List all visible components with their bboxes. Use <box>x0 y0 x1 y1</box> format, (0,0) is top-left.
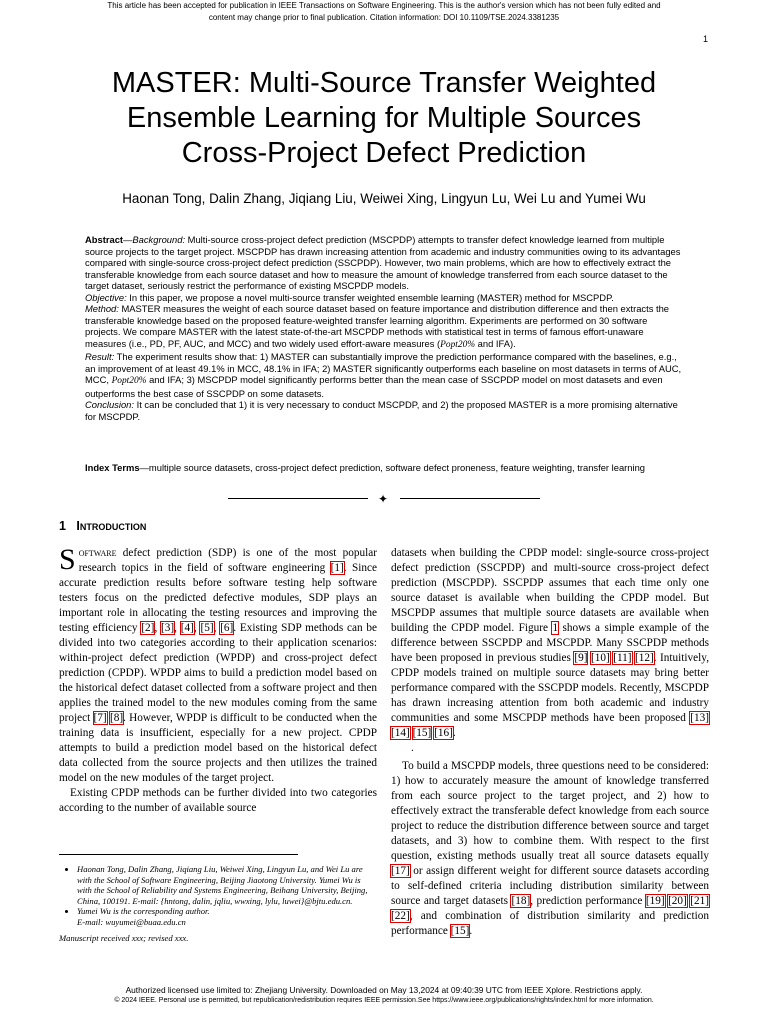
right-column <box>391 546 709 966</box>
drop-cap: S <box>59 543 76 576</box>
section-heading <box>59 519 146 533</box>
figure-link[interactable]: 1 <box>552 622 559 634</box>
citation-link[interactable]: [14] <box>391 727 410 739</box>
title-line-3: Cross-Project Defect Prediction <box>181 137 587 169</box>
citation-link[interactable]: [7] <box>93 712 107 724</box>
intro-paragraph-2: Existing CPDP methods can be further divided into two categories according to the number of available source <box>59 787 377 814</box>
abstract-method: Method: MASTER measures the weight of each source dataset based on feature importance and distribution difference and then extracts the transferable knowledge based on the proposed feature-weighted transfer learning algorithm. Experiments are performed on 30 software projects. We compare MASTER with the latest state-of-the-art MSCPDP methods with statistical test in terms of famous effort-unaware measures (i.e., PD, PF, AUC, and MCC) and two widely used effort-aware measures (Popt20% and IFA). <box>85 303 670 350</box>
citation-link[interactable]: [3] <box>161 622 175 634</box>
index-terms: Index Terms—multiple source datasets, cross-project defect prediction, software defect proneness, feature weighting, transfer learning <box>85 462 646 473</box>
citation-link[interactable]: [13] <box>690 712 709 724</box>
background-label: Background: <box>132 234 186 245</box>
citation-link[interactable]: [4] <box>180 622 194 634</box>
index-terms-label: Index Terms <box>85 462 140 473</box>
footnote-affiliation: • Haonan Tong, Dalin Zhang, Jiqiang Liu, Weiwei Xing, Lingyun Lu, and Wei Lu are with the School of Software Engineering, Beijing Jiaotong University. Yumei Wu is with the School of Reliability and Systems Engineering, Beihang University, Beijing, China, 100191. E-mail: {hntong, dalin, jqliu, wwxing, lylu, luwei}@bjtu.edu.cn. <box>77 864 377 906</box>
citation-link[interactable]: [10] <box>590 652 610 664</box>
title-line-2: Ensemble Learning for Multiple Sources <box>126 102 642 134</box>
footnote-corresponding: • Yumei Wu is the corresponding author. E-mail: wuyumei@buaa.edu.cn <box>77 906 377 927</box>
abstract-background: Abstract—Background: Multi-source cross-project defect prediction (MSCPDP) attempts to transfer defect knowledge learned from multiple source projects to the target project. MSCPDP has drawn increasing attention from academic and industry communities owing to its advantages compared with single-source cross-project defect prediction (SSCPDP). However, two main problems, which are how to effectively extract the transferable knowledge from each source dataset and how to measure the amount of knowledge transferred from each source dataset to the target dataset, seriously restrict the performance of existing MSCPDP models. <box>85 234 681 291</box>
page-number: 1 <box>702 34 708 44</box>
footnotes <box>59 864 377 944</box>
citation-link[interactable]: [19] <box>645 895 665 907</box>
citation-link[interactable]: [5] <box>200 622 214 634</box>
divider-rule-left <box>228 498 368 499</box>
paper-title <box>40 66 728 171</box>
citation-link[interactable]: [6] <box>220 622 234 634</box>
citation-link[interactable]: [9] <box>574 652 588 664</box>
citation-link[interactable]: [11] <box>613 652 632 664</box>
abstract-conclusion: Conclusion: It can be concluded that 1) it is very necessary to conduct MSCPDP, and 2) the proposed MASTER is a more promising alternative for MSCPDP. <box>85 399 678 422</box>
section-number: 1 <box>59 519 66 533</box>
abstract-result: Result: The experiment results show that: 1) MASTER can substantially improve the prediction performance compared with the baselines, e.g., an improvement of at least 49.1% in MCC, 48.1% in IFA; 2) MASTER significantly outperforms each baseline on most datasets in terms of AUC, MCC, Popt20% and IFA; 3) MSCPDP model significantly performs better than the mean case of SSCPDP model on most datasets and even outperforms the best case of SSCPDP on some datasets. <box>85 351 682 399</box>
citation-link[interactable]: [17] <box>391 865 410 877</box>
top-note-line-1: This article has been accepted for publication in IEEE Transactions on Software Engineering. This is the author's version which has not been fully edited and <box>107 1 661 10</box>
title-line-1: MASTER: Multi-Source Transfer Weighted <box>111 67 657 99</box>
stray-dot: . <box>411 742 414 754</box>
top-note-line-2: content may change prior to final publication. Citation information: DOI 10.1109/TSE.2024.3381235 <box>208 13 560 22</box>
left-column <box>59 543 378 846</box>
popt-measure: Popt20% <box>111 376 147 386</box>
section-title: Introduction <box>76 519 147 533</box>
abstract-label: Abstract <box>85 234 124 245</box>
footnote-rule <box>59 854 298 855</box>
citation-link[interactable]: [15] <box>412 727 432 739</box>
citation-link[interactable]: [21] <box>690 895 710 907</box>
copyright-notice: © 2024 IEEE. Personal use is permitted, but republication/redistribution requires IEEE permission.See https://www.ieee.org/publications/rights/index.html for more information. <box>114 997 654 1004</box>
citation-link[interactable]: [18] <box>511 895 531 907</box>
top-note <box>0 0 768 24</box>
section-divider <box>228 492 542 506</box>
popt-measure: Popt20% <box>440 339 476 350</box>
citation-link[interactable]: [16] <box>434 727 453 739</box>
citation-link[interactable]: [12] <box>635 652 654 664</box>
intro-paragraph-1: Software defect prediction (SDP) is one of the most popular research topics in the field of software engineering [1]. Since accurate prediction results before software testing help software testers focus on the predicted defective modules, SDP plays an important role in allocating the testing resources and improving the testing efficiency [2], [3], [4], [5], [6]. Existing SDP methods can be divided into two categories according to their application scenarios: within-project defect prediction (WPDP) and cross-project defect prediction (CPDP). WPDP aims to build a prediction model based on the historical defect dataset collected from a software project and then applies the trained model to the new modules coming from the same project [7] [8]. However, WPDP is difficult to be conducted when the training data is insufficient, especially for a new project. CPDP attempts to build a prediction model based on the historical defect data collected from the source projects and then utilizes the trained model on the new modules of the target project. <box>59 543 378 784</box>
author-list: Haonan Tong, Dalin Zhang, Jiqiang Liu, Weiwei Xing, Lingyun Lu, Wei Lu and Yumei Wu <box>122 191 646 206</box>
citation-link[interactable]: [15] <box>450 925 470 937</box>
abstract <box>85 234 685 422</box>
citation-link[interactable]: [2] <box>141 622 155 634</box>
intro-paragraph-3: datasets when building the CPDP model: single-source cross-project defect prediction (SSCPDP) and multi-source cross-project defect prediction (MSCPDP). SSCPDP assumes that each time only one source dataset is available when building the CPDP model. But MSCPDP assumes that multiple source datasets are available when building the CPDP model. Figure 1 shows a simple example of the difference between SSCPDP and MSCPDP. Many SSCPDP methods have been proposed in previous studies [9] [10] [11] [12]. Intuitively, CPDP models trained on multiple source datasets may bring better performance compared with the SSCPDP models. Recently, MSCPDP has drawn increasing attention from both academic and industry communities and some MSCPDP methods have been proposed [13] [14] [15] [16]. <box>391 547 710 739</box>
manuscript-note: Manuscript received xxx; revised xxx. <box>59 933 189 943</box>
divider-rule-right <box>400 498 540 499</box>
abstract-objective: Objective: In this paper, we propose a novel multi-source transfer weighted ensemble learning (MASTER) method for MSCPDP. <box>85 291 614 303</box>
citation-link[interactable]: [1] <box>330 562 344 574</box>
license-notice: Authorized licensed use limited to: Zhejiang University. Downloaded on May 13,2024 at 09:40:39 UTC from IEEE Xplore. Restrictions apply. <box>125 985 643 995</box>
citation-link[interactable]: [22] <box>391 910 410 922</box>
diamond-icon: ✦ <box>378 492 389 506</box>
citation-link[interactable]: [20] <box>668 895 687 907</box>
intro-paragraph-4: To build a MSCPDP models, three questions need to be considered: 1) how to accurately measure the amount of knowledge transferred from each source project to the target project, and 2) how to effectively extract the transferable defect knowledge from each source project to reduce the distribution difference between source and target datasets, and 3) how to combine them. With respect to the first question, existing methods usually treat all source datasets equally [17] or assign different weight for different source datasets according to self-defined criteria including distribution similarity between source and target datasets [18], prediction performance [19] [20] [21] [22], and combination of distribution similarity and prediction performance [15]. <box>391 760 710 937</box>
citation-link[interactable]: [8] <box>109 712 124 724</box>
